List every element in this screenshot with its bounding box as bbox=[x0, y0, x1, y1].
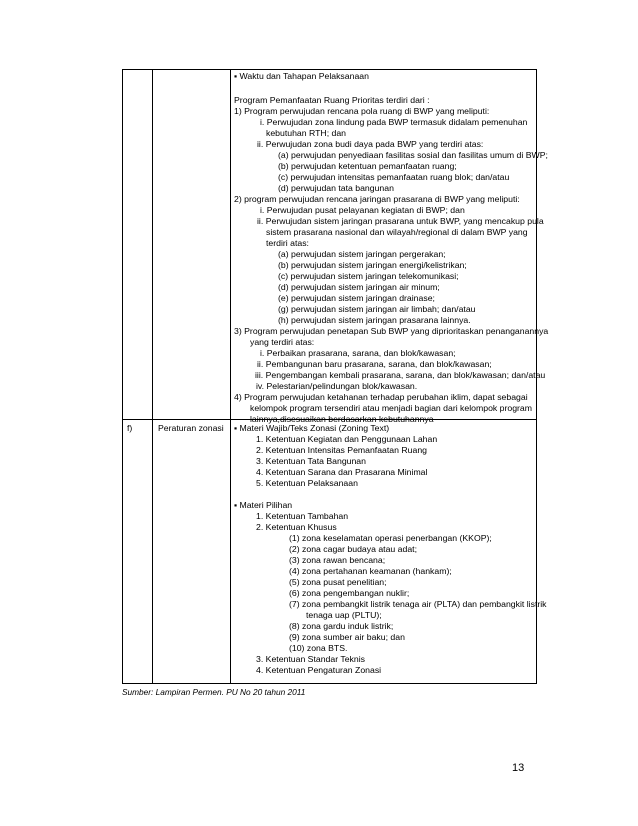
subitem: ii. Pembangunan baru prasarana, sarana, dan blok/kawasan; bbox=[257, 359, 492, 369]
list-item: 4. Ketentuan Pengaturan Zonasi bbox=[256, 665, 382, 675]
row-f-number: f) bbox=[127, 423, 133, 433]
list-item: (d) perwujudan sistem jaringan air minum; bbox=[278, 282, 440, 292]
list-item: (g) perwujudan sistem jaringan air limbah; dan/atau bbox=[278, 304, 476, 314]
subitem: ii. Perwujudan zona budi daya pada BWP yang terdiri atas: bbox=[257, 139, 484, 149]
subitem: i. Perwujudan zona lindung pada BWP termasuk didalam pemenuhan bbox=[260, 117, 528, 127]
program-item-3-cont: yang terdiri atas: bbox=[250, 337, 315, 347]
row-f-label: Peraturan zonasi bbox=[158, 423, 224, 433]
list-item: (a) perwujudan penyediaan fasilitas sosial dan fasilitas umum di BWP; bbox=[278, 150, 548, 160]
zone-item: (1) zona keselamatan operasi penerbangan (KKOP); bbox=[289, 533, 492, 543]
list-item: (b) perwujudan ketentuan pemanfaatan ruang; bbox=[278, 161, 457, 171]
subitem: i. Perbaikan prasarana, sarana, dan blok/kawasan; bbox=[260, 348, 456, 358]
list-item: 3. Ketentuan Tata Bangunan bbox=[256, 456, 366, 466]
zone-item: (3) zona rawan bencana; bbox=[289, 555, 386, 565]
zone-item: (8) zona gardu induk listrik; bbox=[289, 621, 394, 631]
list-item: (b) perwujudan sistem jaringan energi/kelistrikan; bbox=[278, 260, 467, 270]
list-item: (a) perwujudan sistem jaringan pergerakan; bbox=[278, 249, 446, 259]
list-item: 5. Ketentuan Pelaksanaan bbox=[256, 478, 358, 488]
zone-item: (5) zona pusat penelitian; bbox=[289, 577, 387, 587]
table-column-divider bbox=[230, 70, 231, 683]
program-item-4-cont: kelompok program tersendiri atau menjadi bagian dari kelompok program bbox=[250, 403, 533, 413]
list-item: (h) perwujudan sistem jaringan prasarana lainnya. bbox=[278, 315, 471, 325]
list-item: (d) perwujudan tata bangunan bbox=[278, 183, 394, 193]
program-item-1: 1) Program perwujudan rencana pola ruang di BWP yang meliputi: bbox=[234, 106, 490, 116]
table-column-divider bbox=[152, 70, 153, 683]
program-item-2: 2) program perwujudan rencana jaringan prasarana di BWP yang meliputi: bbox=[234, 194, 520, 204]
subitem: iv. Pelestarian/pelindungan blok/kawasan. bbox=[256, 381, 418, 391]
list-item: (c) perwujudan intensitas pemanfaatan ruang blok; dan/atau bbox=[278, 172, 510, 182]
program-item-4: 4) Program perwujudan ketahanan terhadap perubahan iklim, dapat sebagai bbox=[234, 392, 528, 402]
list-item: 1. Ketentuan Tambahan bbox=[256, 511, 349, 521]
list-item: 3. Ketentuan Standar Teknis bbox=[256, 654, 365, 664]
program-item-3: 3) Program perwujudan penetapan Sub BWP yang diprioritaskan penanganannya bbox=[234, 326, 549, 336]
subitem-cont: terdiri atas: bbox=[266, 238, 309, 248]
list-item: 1. Ketentuan Kegiatan dan Penggunaan Lahan bbox=[256, 434, 438, 444]
list-item: 4. Ketentuan Sarana dan Prasarana Minimal bbox=[256, 467, 428, 477]
bullet-materi-wajib: ▪ Materi Wajib/Teks Zonasi (Zoning Text) bbox=[234, 423, 390, 433]
subitem: i. Perwujudan pusat pelayanan kegiatan di BWP; dan bbox=[260, 205, 465, 215]
list-item: 2. Ketentuan Khusus bbox=[256, 522, 337, 532]
bullet-materi-pilihan: ▪ Materi Pilihan bbox=[234, 500, 293, 510]
subitem-cont: sistem prasarana nasional dan wilayah/regional di dalam BWP yang bbox=[266, 227, 528, 237]
list-item: 2. Ketentuan Intensitas Pemanfaatan Ruang bbox=[256, 445, 427, 455]
list-item: (c) perwujudan sistem jaringan telekomunikasi; bbox=[278, 271, 459, 281]
table-caption: Sumber: Lampiran Permen. PU No 20 tahun 2011 bbox=[122, 687, 306, 697]
zone-item: (9) zona sumber air baku; dan bbox=[289, 632, 405, 642]
zone-item: (2) zona cagar budaya atau adat; bbox=[289, 544, 417, 554]
zone-item: (7) zona pembangkit listrik tenaga air (PLTA) dan pembangkit listrik bbox=[289, 599, 547, 609]
subitem-cont: kebutuhan RTH; dan bbox=[266, 128, 347, 138]
program-item-4-cont: lainnya,disesuaikan berdasarkan kebutuhannya bbox=[250, 414, 434, 424]
zone-item-cont: tenaga uap (PLTU); bbox=[306, 610, 382, 620]
page-number: 13 bbox=[512, 762, 525, 774]
zone-item: (6) zona pengembangan nuklir; bbox=[289, 588, 410, 598]
subitem: iii. Pengembangan kembali prasarana, sarana, dan blok/kawasan; dan/atau bbox=[255, 370, 546, 380]
bullet-waktu: ▪ Waktu dan Tahapan Pelaksanaan bbox=[234, 71, 369, 81]
list-item: (e) perwujudan sistem jaringan drainase; bbox=[278, 293, 435, 303]
program-intro: Program Pemanfaatan Ruang Prioritas terdiri dari : bbox=[234, 95, 430, 105]
subitem: ii. Perwujudan sistem jaringan prasarana untuk BWP, yang mencakup pula bbox=[257, 216, 544, 226]
zone-item: (10) zona BTS. bbox=[289, 643, 348, 653]
zone-item: (4) zona pertahanan keamanan (hankam); bbox=[289, 566, 452, 576]
